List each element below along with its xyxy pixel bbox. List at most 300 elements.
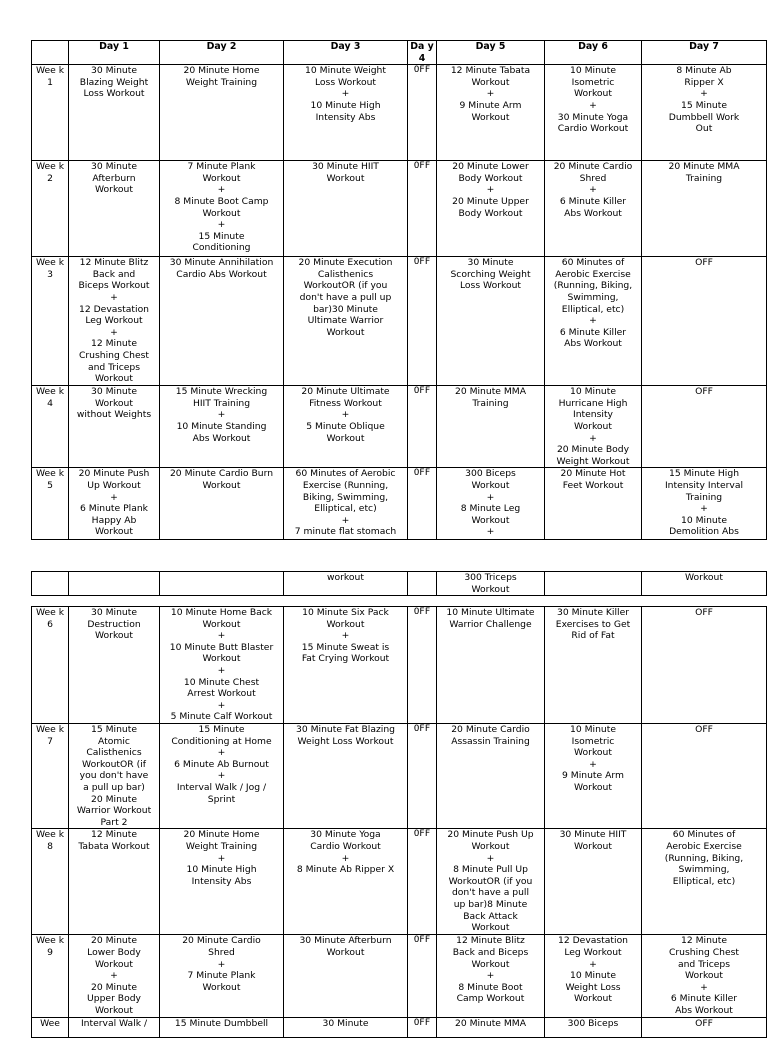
cell-line: 6 Minute Killer	[559, 326, 627, 338]
cell-line: 8 Minute Pull Up	[453, 864, 528, 876]
cell-line: 15 Minute	[91, 724, 137, 735]
cell-line: +	[589, 758, 597, 770]
day-4-cell	[408, 724, 437, 829]
cell-line: 30 Minute	[91, 607, 137, 618]
cell-line: Crushing Chest	[78, 349, 150, 361]
cell-line: 10 Minute High	[186, 864, 257, 876]
header-day-cell: Day 7	[642, 41, 767, 65]
cell-line: Leg Workout	[85, 315, 143, 327]
day-cell	[642, 607, 767, 724]
day-cell	[642, 468, 767, 540]
schedule-table-page-1	[31, 40, 767, 540]
header-corner-cell	[32, 41, 69, 65]
cell-line: Weight Loss Workout	[297, 735, 394, 747]
day-cell	[642, 829, 767, 935]
cell-line: Workout	[326, 946, 365, 958]
cell-line: 20 Minute MMA	[668, 161, 740, 173]
week-row	[32, 65, 767, 161]
cell-line: WorkoutOR (if you	[448, 875, 533, 887]
cell-line: 12 Minute	[91, 829, 137, 841]
cell-line: Isometric	[571, 735, 615, 747]
cell-line: up bar)8 Minute	[453, 898, 528, 910]
cell-line: +	[110, 970, 118, 982]
cell-line: 9 Minute Arm	[562, 770, 624, 782]
cell-line: OFF	[413, 935, 431, 946]
cell-line: Intensity	[573, 409, 613, 421]
cell-line: Weight Training	[185, 76, 258, 88]
cell-line: Workout	[574, 781, 612, 793]
cell-line: OFF	[413, 607, 431, 617]
cell-line: Workout	[471, 958, 510, 970]
day-cell	[69, 724, 160, 829]
day-cell	[437, 607, 545, 724]
cell-line: OFF	[413, 468, 431, 479]
week-label: Wee k 6	[32, 607, 69, 724]
schedule-table-page-2	[31, 606, 767, 1038]
week-row	[32, 724, 767, 829]
day-cell	[545, 935, 642, 1017]
cell-line: +	[217, 664, 226, 676]
cell-line: OFF	[695, 1017, 713, 1029]
day-cell	[437, 468, 545, 540]
cell-line: +	[486, 852, 495, 864]
cell-line: OFF	[413, 65, 431, 76]
cell-line: +	[217, 184, 226, 196]
day-cell	[160, 935, 284, 1017]
cell-line: 12 Devastation	[557, 935, 629, 947]
cell-line: +	[700, 88, 708, 100]
day-cell	[437, 935, 545, 1017]
cell-line: Conditioning	[192, 242, 251, 254]
cell-line: Workout	[471, 111, 510, 123]
cell-line: Workout	[574, 420, 612, 432]
day-cell	[284, 1017, 408, 1037]
cell-line: OFF	[695, 386, 713, 398]
continuation-cell	[160, 572, 284, 596]
cell-line: Cardio Workout	[310, 840, 381, 852]
cell-line: Workout	[202, 981, 241, 993]
cell-line: +	[341, 514, 350, 526]
cell-line: Warrior Workout	[76, 805, 152, 817]
cell-line: +	[217, 770, 226, 782]
continuation-cell	[284, 572, 408, 596]
cell-line: Elliptical, etc)	[561, 303, 625, 315]
cell-line: 20 Minute Body	[556, 444, 630, 456]
cell-line: Back Attack	[463, 910, 518, 922]
cell-line: Workout	[574, 840, 612, 852]
cell-line: Warrior Challenge	[449, 618, 532, 630]
cell-line: Shred	[208, 946, 235, 958]
cell-line: Workout	[471, 514, 510, 526]
cell-line: 10 Minute Six Pack	[302, 607, 389, 618]
day-cell	[69, 65, 160, 161]
day-cell	[437, 386, 545, 468]
cell-line: 300 Biceps	[567, 1017, 619, 1029]
cell-line: 60 Minutes of Aerobic	[295, 468, 396, 480]
day-cell	[284, 161, 408, 257]
cell-line: 10 Minute	[570, 386, 616, 398]
cell-line: Aerobic Exercise	[666, 840, 742, 852]
day-cell	[545, 257, 642, 386]
cell-line: HIIT Training	[192, 397, 251, 409]
continuation-cell	[408, 572, 437, 596]
cell-line: Exercise (Running,	[302, 479, 389, 491]
cell-line: +	[110, 326, 118, 338]
cell-line: Cardio Abs Workout	[176, 268, 267, 280]
day-cell	[545, 65, 642, 161]
week-label: Wee k 1	[32, 65, 69, 161]
continuation-cell	[642, 572, 767, 596]
day-cell	[545, 829, 642, 935]
cell-line: +	[341, 88, 350, 100]
day-cell	[642, 724, 767, 829]
cell-line: Sprint	[207, 793, 236, 805]
cell-line: Weight Training	[185, 840, 258, 852]
cell-line: Workout	[574, 88, 612, 100]
cell-line: Happy Ab	[91, 514, 137, 526]
cell-line: Weight Workout	[556, 455, 630, 467]
cell-line: OFF	[413, 724, 431, 734]
cell-line: don't have a pull	[451, 887, 530, 899]
cell-line: 10 Minute	[570, 65, 616, 77]
cell-line: +	[217, 699, 226, 711]
week-label: Wee k 3	[32, 257, 69, 386]
cell-line: (Running, Biking,	[553, 280, 633, 292]
cell-line: Ripper X	[684, 76, 724, 88]
day-cell	[642, 65, 767, 161]
cell-line: Workout	[202, 653, 241, 665]
cell-line: Calisthenics	[86, 747, 142, 759]
cell-line: 12 Minute	[91, 338, 137, 350]
cell-line: Workout	[471, 583, 510, 595]
day-cell	[69, 935, 160, 1017]
cell-line: +	[486, 526, 495, 538]
cell-line: Leg Workout	[564, 946, 622, 958]
cell-line: Workout	[471, 922, 510, 934]
day-cell	[284, 257, 408, 386]
cell-line: +	[486, 184, 495, 196]
header-day-cell: Day 6	[545, 41, 642, 65]
cell-line: Part 2	[100, 816, 128, 828]
cell-line: WorkoutOR (if you	[303, 280, 388, 292]
cell-line: Loss Workout	[459, 280, 522, 292]
day-4-cell	[408, 607, 437, 724]
day-cell	[69, 468, 160, 540]
cell-line: 20 Minute Push	[78, 468, 150, 480]
week-label: Wee k 8	[32, 829, 69, 935]
cell-line: OFF	[695, 724, 713, 735]
cell-line: Aerobic Exercise	[555, 268, 631, 280]
cell-line: Upper Body	[87, 993, 141, 1005]
day-cell	[642, 386, 767, 468]
cell-line: Scorching Weight	[450, 268, 531, 280]
cell-line: OFF	[413, 1017, 431, 1028]
week-row	[32, 386, 767, 468]
cell-line: Interval Walk /	[80, 1017, 148, 1029]
cell-line: Workout	[95, 397, 133, 409]
cell-line: +	[217, 852, 226, 864]
week-row	[32, 935, 767, 1017]
cell-line: 7 minute flat stomach	[294, 526, 397, 538]
day-cell	[437, 1017, 545, 1037]
cell-line: 15 Minute	[198, 724, 245, 735]
cell-line: 30 Minute	[467, 257, 514, 269]
cell-line: +	[486, 88, 495, 100]
cell-line: Body Workout	[458, 172, 523, 184]
cell-line: +	[217, 747, 226, 759]
week-row	[32, 468, 767, 540]
cell-line: +	[341, 409, 350, 421]
day-4-cell	[408, 1017, 437, 1037]
cell-line: Lower Body	[87, 946, 141, 958]
cell-line: Fitness Workout	[309, 397, 382, 409]
cell-line: Rid of Fat	[571, 630, 615, 642]
cell-line: 20 Minute Upper	[452, 195, 529, 207]
cell-line: Workout	[95, 373, 133, 385]
cell-line: 20 Minute Hot	[560, 468, 626, 480]
cell-line: Fat Crying Workout	[301, 653, 390, 665]
week-row	[32, 829, 767, 935]
day-cell	[69, 829, 160, 935]
cell-line: 15 Minute Sweat is	[301, 641, 390, 653]
schedule-table-continuation	[31, 571, 767, 596]
day-cell	[160, 65, 284, 161]
cell-line: 30 Minute HIIT	[559, 829, 627, 841]
cell-line: 8 Minute Boot Camp	[174, 195, 269, 207]
cell-line: +	[486, 491, 495, 503]
cell-line: and Triceps	[677, 958, 731, 970]
cell-line: Abs Workout	[675, 1004, 733, 1016]
cell-line: +	[110, 491, 118, 503]
cell-line: 30 Minute	[91, 161, 137, 173]
cell-line: Abs Workout	[564, 207, 622, 219]
cell-line: 8 Minute Boot	[458, 981, 523, 993]
week-row	[32, 257, 767, 386]
cell-line: Elliptical, etc)	[314, 503, 377, 515]
cell-line: Workout	[202, 479, 241, 491]
day-4-cell	[408, 935, 437, 1017]
day-4-cell	[408, 386, 437, 468]
cell-line: 30 Minute HIIT	[312, 161, 379, 173]
cell-line: Workout	[326, 326, 365, 338]
cell-line: Workout	[574, 747, 612, 759]
day-cell	[284, 607, 408, 724]
cell-line: Training	[472, 397, 509, 409]
cell-line: 20 Minute Home	[183, 829, 260, 841]
cell-line: Workout	[685, 572, 723, 583]
day-cell	[545, 1017, 642, 1037]
cell-line: 10 Minute	[570, 970, 616, 982]
cell-line: 20 Minute Lower	[452, 161, 529, 173]
cell-line: 5 Minute Calf Workout	[170, 711, 273, 723]
cell-line: 20 Minute Ultimate	[301, 386, 390, 398]
cell-line: WorkoutOR (if	[82, 758, 146, 770]
cell-line: Exercises to Get	[555, 618, 631, 630]
day-cell	[160, 829, 284, 935]
day-cell	[69, 161, 160, 257]
cell-line: 6 Minute Ab Burnout	[174, 758, 269, 770]
cell-line: Isometric	[571, 76, 615, 88]
header-row	[32, 41, 767, 65]
cell-line: +	[217, 958, 226, 970]
cell-line: 300 Biceps	[465, 468, 516, 480]
cell-line: 15 Minute High	[668, 468, 740, 480]
cell-line: Loss Workout	[83, 88, 145, 100]
cell-line: Conditioning at Home	[171, 735, 272, 747]
cell-line: Back and	[92, 268, 136, 280]
cell-line: 30 Minute	[322, 1017, 369, 1029]
cell-line: Workout	[95, 1004, 133, 1016]
day-cell	[284, 386, 408, 468]
day-cell	[284, 468, 408, 540]
cell-line: 30 Minute Fat Blazing	[295, 724, 396, 735]
header-day-cell: Day 2	[160, 41, 284, 65]
cell-line: 60 Minutes of	[561, 257, 625, 269]
cell-line: +	[700, 981, 708, 993]
cell-line: Training	[685, 491, 723, 503]
week-label: Wee k 4	[32, 386, 69, 468]
continuation-cell	[32, 572, 69, 596]
cell-line: +	[341, 630, 350, 642]
cell-line: Workout	[471, 840, 510, 852]
cell-line: +	[341, 852, 350, 864]
cell-line: Workout	[202, 618, 241, 630]
cell-line: Assassin Training	[451, 735, 530, 747]
day-cell	[160, 386, 284, 468]
cell-line: Abs Workout	[564, 338, 622, 350]
cell-line: 15 Minute Wrecking	[175, 386, 268, 398]
cell-line: OFF	[695, 607, 713, 618]
cell-line: Arrest Workout	[187, 688, 256, 700]
cell-line: 30 Minute Afterburn	[299, 935, 392, 947]
week-row	[32, 1017, 767, 1037]
continuation-cell	[69, 572, 160, 596]
day-4-cell	[408, 161, 437, 257]
day-cell	[642, 161, 767, 257]
cell-line: 6 Minute Killer	[559, 195, 627, 207]
cell-line: Workout	[202, 172, 241, 184]
day-cell	[437, 65, 545, 161]
cell-line: 30 Minute Annihilation	[169, 257, 274, 269]
continuation-cell	[545, 572, 642, 596]
cell-line: 20 Minute Execution	[298, 257, 393, 269]
cell-line: bar)30 Minute	[313, 303, 378, 315]
cell-line: 6 Minute Killer	[670, 993, 738, 1005]
cell-line: 15 Minute	[681, 99, 727, 111]
cell-line: Hurricane High	[558, 397, 628, 409]
cell-line: +	[589, 958, 597, 970]
cell-line: 7 Minute Plank	[187, 161, 256, 173]
cell-line: 12 Devastation	[78, 303, 150, 315]
day-cell	[160, 257, 284, 386]
day-cell	[545, 468, 642, 540]
cell-line: Training	[685, 172, 723, 184]
cell-line: 12 Minute Blitz	[456, 935, 525, 947]
day-cell	[69, 257, 160, 386]
cell-line: 20 Minute	[91, 935, 137, 947]
day-cell	[545, 607, 642, 724]
cell-line: 30 Minute	[91, 386, 137, 398]
cell-line: 60 Minutes of	[672, 829, 736, 841]
day-cell	[437, 724, 545, 829]
cell-line: Out	[695, 123, 713, 135]
cell-line: Biking, Swimming,	[302, 491, 389, 503]
cell-line: Intensity Interval	[664, 479, 744, 491]
cell-line: you don't have	[79, 770, 149, 782]
cell-line: +	[217, 219, 226, 231]
week-row	[32, 161, 767, 257]
cell-line: Back and Biceps	[452, 946, 529, 958]
cell-line: Calisthenics	[317, 268, 374, 280]
cell-line: +	[486, 970, 495, 982]
day-cell	[642, 935, 767, 1017]
cell-line: workout	[327, 572, 364, 583]
cell-line: Intensity Abs	[191, 875, 252, 887]
day-cell	[160, 161, 284, 257]
week-row	[32, 607, 767, 724]
cell-line: 30 Minute	[91, 65, 137, 77]
day-cell	[284, 829, 408, 935]
cell-line: 9 Minute Arm	[459, 99, 522, 111]
cell-line: Body Workout	[458, 207, 523, 219]
cell-line: Tabata Workout	[78, 840, 150, 852]
day-cell	[69, 607, 160, 724]
cell-line: 20 Minute Home	[183, 65, 260, 77]
week-label: Wee k 7	[32, 724, 69, 829]
cell-line: 20 Minute Push Up	[447, 829, 534, 841]
cell-line: Workout	[95, 958, 133, 970]
cell-line: Intensity Abs	[315, 111, 376, 123]
cell-line: Abs Workout	[192, 432, 251, 444]
cell-line: 15 Minute	[198, 230, 245, 242]
day-cell	[545, 724, 642, 829]
cell-line: Workout	[574, 993, 612, 1005]
day-cell	[642, 1017, 767, 1037]
cell-line: Swimming,	[567, 291, 619, 303]
cell-line: 10 Minute Weight	[305, 65, 386, 77]
cell-line: Workout	[326, 432, 365, 444]
cell-line: 20 Minute Cardio	[553, 161, 633, 173]
day-cell	[284, 724, 408, 829]
cell-line: +	[217, 630, 226, 642]
day-cell	[545, 161, 642, 257]
cell-line: 10 Minute	[681, 514, 727, 526]
cell-line: +	[589, 315, 597, 327]
cell-line: 20 Minute Cardio Burn	[169, 468, 274, 480]
week-label: Wee k 9	[32, 935, 69, 1017]
cell-line: Interval Walk / Jog /	[176, 781, 267, 793]
week-label: Wee	[32, 1017, 69, 1037]
cell-line: Blazing Weight	[79, 76, 149, 88]
cell-line: Feet Workout	[562, 479, 624, 491]
cell-line: Biceps Workout	[78, 280, 150, 292]
cell-line: Workout	[95, 526, 133, 538]
cell-line: without Weights	[76, 409, 152, 421]
cell-line: 10 Minute Home Back	[170, 607, 273, 618]
cell-line: Workout	[95, 184, 133, 196]
cell-line: OFF	[413, 386, 431, 397]
cell-line: Workout	[471, 76, 510, 88]
week-label: Wee k 2	[32, 161, 69, 257]
header-day-cell: Da y 4	[408, 41, 437, 65]
cell-line: Workout	[685, 970, 723, 982]
continuation-row	[32, 572, 767, 596]
cell-line: 20 Minute Cardio	[182, 935, 261, 947]
cell-line: 20 Minute MMA	[454, 1017, 527, 1029]
day-cell	[437, 257, 545, 386]
cell-line: 8 Minute Ab Ripper X	[296, 864, 395, 876]
cell-line: 15 Minute Dumbbell	[174, 1017, 269, 1029]
